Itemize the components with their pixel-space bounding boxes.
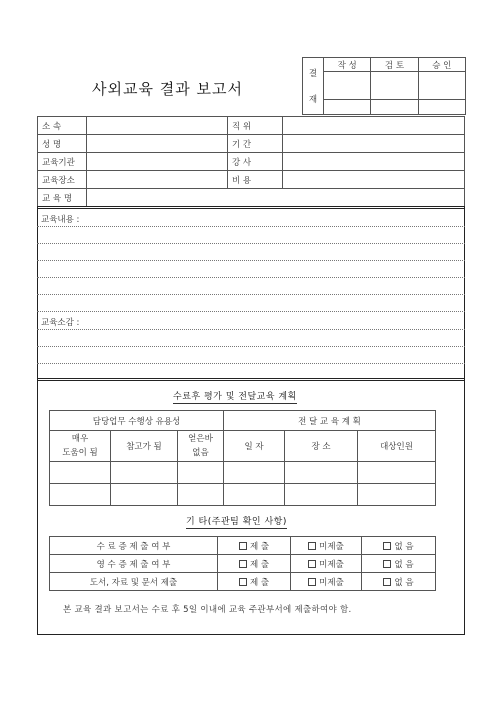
etc-section-title: 기 타(주관팀 확인 사항) [186, 514, 287, 529]
instructor-label: 강 사 [228, 153, 283, 171]
materials-label: 도서, 자료 및 문서 제출 [50, 573, 218, 591]
checkbox-icon[interactable] [383, 578, 391, 586]
signature-approve[interactable] [418, 72, 465, 99]
place-cell[interactable] [285, 484, 358, 506]
helpful-cell[interactable] [111, 462, 178, 484]
date-review[interactable] [371, 99, 418, 114]
content-line[interactable] [37, 226, 465, 227]
very-helpful-cell[interactable] [50, 484, 111, 506]
approval-label: 결 재 [303, 58, 324, 115]
checkbox-icon[interactable] [308, 542, 316, 550]
etc-table [49, 536, 436, 591]
date-approve[interactable] [418, 99, 465, 114]
affiliation-label: 소 속 [38, 117, 87, 135]
signature-review[interactable] [371, 72, 418, 99]
institution-field[interactable] [87, 153, 228, 171]
impression-line[interactable] [37, 346, 465, 347]
place-field[interactable] [87, 171, 228, 189]
page-title: 사외교육 결과 보고서 [92, 80, 243, 98]
approval-col-review: 검 토 [371, 58, 418, 72]
target-header: 대상인원 [358, 431, 436, 462]
checkbox-icon[interactable] [383, 542, 391, 550]
cost-label: 비 용 [228, 171, 283, 189]
date-header: 일 자 [224, 431, 285, 462]
content-line[interactable] [37, 294, 465, 295]
eval-table [49, 410, 436, 506]
certificate-not-submitted-option[interactable]: 미제출 [291, 537, 362, 555]
date-write[interactable] [324, 99, 371, 114]
checkbox-icon[interactable] [239, 560, 247, 568]
content-line[interactable] [37, 277, 465, 278]
none-cell[interactable] [178, 484, 224, 506]
place-label: 교육장소 [38, 171, 87, 189]
footer-note: 본 교육 결과 보고서는 수료 후 5일 이내에 교육 주관부서에 제출하여야 함. [63, 605, 352, 615]
certificate-label: 수 료 증 제 출 여 부 [50, 537, 218, 555]
certificate-none-option[interactable]: 없 음 [362, 537, 436, 555]
checkbox-icon[interactable] [308, 560, 316, 568]
approval-col-write: 작 성 [324, 58, 371, 72]
checkbox-icon[interactable] [383, 560, 391, 568]
signature-write[interactable] [324, 72, 371, 99]
institution-label: 교육기관 [38, 153, 87, 171]
receipt-submitted-option[interactable]: 제 출 [218, 555, 291, 573]
separator [37, 380, 465, 381]
position-label: 직 위 [228, 117, 283, 135]
content-line[interactable] [37, 311, 465, 312]
content-line[interactable] [37, 243, 465, 244]
checkbox-icon[interactable] [239, 578, 247, 586]
helpful-header: 참고가 됨 [111, 431, 178, 462]
name-label: 성 명 [38, 135, 87, 153]
helpful-cell[interactable] [111, 484, 178, 506]
place-cell[interactable] [285, 462, 358, 484]
period-field[interactable] [283, 135, 465, 153]
plan-header: 전 달 교 육 계 획 [224, 411, 436, 431]
course-field[interactable] [87, 189, 465, 207]
certificate-submitted-option[interactable]: 제 출 [218, 537, 291, 555]
cost-field[interactable] [283, 171, 465, 189]
course-label: 교 육 명 [38, 189, 87, 207]
affiliation-field[interactable] [87, 117, 228, 135]
materials-not-submitted-option[interactable]: 미제출 [291, 573, 362, 591]
none-header: 얻은바 없음 [178, 431, 224, 462]
impression-label: 교육소감 : [41, 318, 80, 328]
info-table [37, 116, 465, 207]
period-label: 기 간 [228, 135, 283, 153]
usefulness-header: 담당업무 수행상 유용성 [50, 411, 224, 431]
date-cell[interactable] [224, 484, 285, 506]
none-cell[interactable] [178, 462, 224, 484]
content-line[interactable] [37, 260, 465, 261]
checkbox-icon[interactable] [239, 542, 247, 550]
checkbox-icon[interactable] [308, 578, 316, 586]
materials-none-option[interactable]: 없 음 [362, 573, 436, 591]
separator [37, 206, 465, 207]
separator [37, 378, 465, 379]
impression-line[interactable] [37, 363, 465, 364]
very-helpful-cell[interactable] [50, 462, 111, 484]
materials-submitted-option[interactable]: 제 출 [218, 573, 291, 591]
approval-col-approve: 승 인 [418, 58, 465, 72]
receipt-none-option[interactable]: 없 음 [362, 555, 436, 573]
receipt-label: 영 수 증 제 출 여 부 [50, 555, 218, 573]
receipt-not-submitted-option[interactable]: 미제출 [291, 555, 362, 573]
target-cell[interactable] [358, 462, 436, 484]
place-header: 장 소 [285, 431, 358, 462]
target-cell[interactable] [358, 484, 436, 506]
content-label: 교육내용 : [41, 215, 80, 225]
name-field[interactable] [87, 135, 228, 153]
eval-section-title: 수료후 평가 및 전달교육 계획 [173, 389, 297, 404]
date-cell[interactable] [224, 462, 285, 484]
very-helpful-header: 매우 도움이 됨 [50, 431, 111, 462]
separator [37, 208, 465, 209]
impression-line[interactable] [37, 329, 465, 330]
instructor-field[interactable] [283, 153, 465, 171]
approval-box [302, 57, 466, 115]
position-field[interactable] [283, 117, 465, 135]
